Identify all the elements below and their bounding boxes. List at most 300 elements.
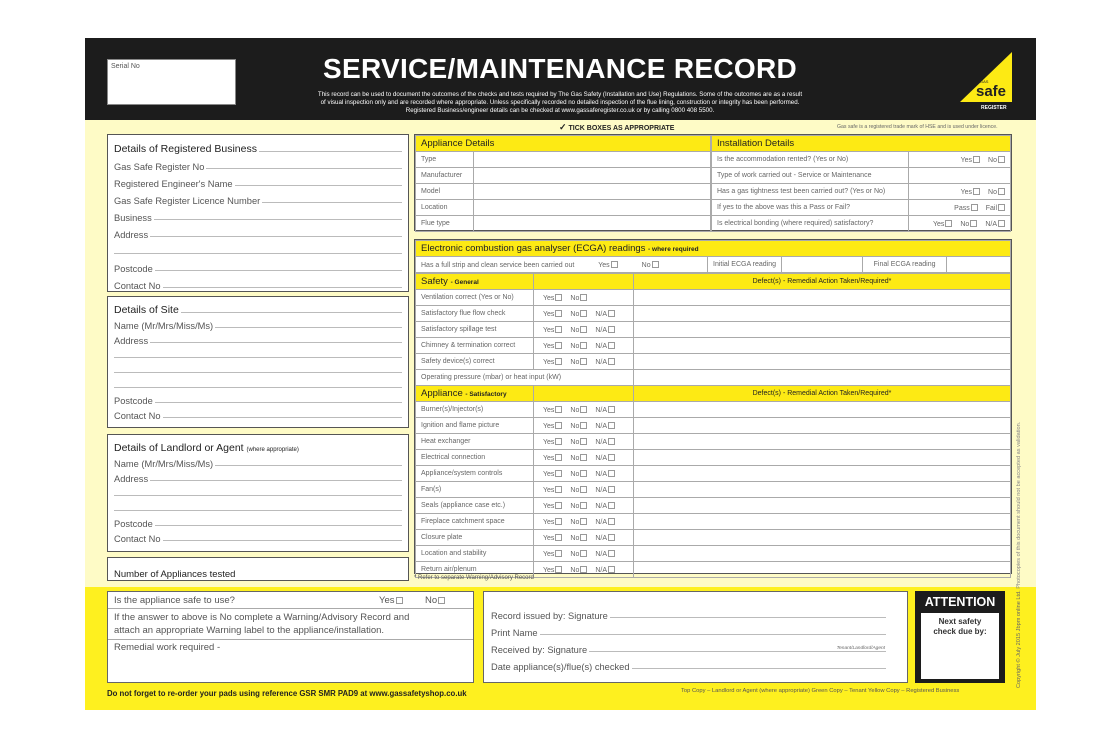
option-label: Yes xyxy=(598,261,610,269)
bonding-no-checkbox[interactable] xyxy=(960,221,977,228)
yes-checkbox[interactable] xyxy=(543,359,562,366)
field-label: Business xyxy=(114,213,152,223)
option-label: No xyxy=(570,470,580,478)
safety-title xyxy=(416,274,534,290)
option-label: No xyxy=(570,342,580,350)
footnote: * Refer to separate Warning/Advisory Record xyxy=(414,575,534,581)
appliance-check-row xyxy=(416,434,1011,450)
option-label: Yes xyxy=(960,156,973,164)
attention-title: ATTENTION xyxy=(924,595,996,609)
option-label: No xyxy=(988,188,997,196)
signature-box xyxy=(483,591,908,683)
yes-checkbox[interactable] xyxy=(543,487,562,494)
copyright-text: Copyright © July 2015 Jbpm online Ltd. xyxy=(1016,590,1022,688)
option-label: No xyxy=(570,534,580,542)
defect-input[interactable] xyxy=(634,354,1011,370)
appliance-check-row xyxy=(416,402,1011,418)
field-label: Gas Safe Register No xyxy=(114,162,205,172)
na-checkbox[interactable] xyxy=(595,455,615,462)
check-label: Safety device(s) correct xyxy=(416,354,534,370)
no-checkbox[interactable] xyxy=(570,343,587,350)
field-label: Gas Safe Register Licence Number xyxy=(114,196,261,206)
question-label: Is the accommodation rented? (Yes or No) xyxy=(712,152,909,168)
appliance-check-row xyxy=(416,418,1011,434)
option-label: N/A xyxy=(595,326,608,334)
rented-row xyxy=(712,152,1011,168)
spillage-row xyxy=(416,322,1011,338)
strip-clean-row xyxy=(416,257,1011,273)
option-label: No xyxy=(988,156,997,164)
chimney-row xyxy=(416,338,1011,354)
tightness-test-row xyxy=(712,184,1011,200)
appliance-check-row xyxy=(416,498,1011,514)
appliances-tested-field[interactable] xyxy=(107,557,409,581)
question-label: Has a gas tightness test been carried out? (Yes or No) xyxy=(712,184,909,200)
attention-line-2: check due by: xyxy=(933,627,987,636)
yes-checkbox[interactable] xyxy=(543,327,562,334)
registered-business-title-row xyxy=(108,138,408,155)
field-label: Postcode xyxy=(114,264,153,274)
defect-input[interactable] xyxy=(634,322,1011,338)
page-title: SERVICE/MAINTENANCE RECORD xyxy=(323,53,797,84)
option-label: N/A xyxy=(985,220,997,228)
option-label: No xyxy=(570,550,580,558)
pass-fail-row xyxy=(712,200,1011,216)
row-label: Model xyxy=(416,184,474,200)
option-label: N/A xyxy=(595,406,608,414)
question-label: Is electrical bonding (where required) satisfactory? xyxy=(712,216,909,232)
option-label: No xyxy=(570,406,580,414)
next-check-due-field[interactable] xyxy=(921,613,999,679)
appliance-details-box xyxy=(414,134,711,231)
safety-table xyxy=(415,273,1011,578)
yes-checkbox[interactable] xyxy=(543,535,562,542)
site-postcode-field[interactable] xyxy=(108,391,408,406)
appliance-sub: - Satisfactory xyxy=(465,391,507,398)
field-label: Received by: Signature xyxy=(491,645,588,655)
option-label: Yes xyxy=(543,486,555,494)
site-address-line-2[interactable] xyxy=(108,346,408,361)
safety-title-text: Safety xyxy=(421,276,448,287)
ecga-title xyxy=(416,241,1011,257)
na-checkbox[interactable] xyxy=(595,535,615,542)
option-label: Yes xyxy=(543,406,555,414)
field-label: Print Name xyxy=(491,628,538,638)
no-checkbox[interactable] xyxy=(570,327,587,334)
business-address-field[interactable] xyxy=(108,223,408,240)
installation-details-box xyxy=(711,134,1012,231)
final-ecga-label: Final ECGA reading xyxy=(863,257,947,273)
site-address-line-4[interactable] xyxy=(108,376,408,391)
appliance-check-row xyxy=(416,482,1011,498)
landlord-title-note: (where appropriate) xyxy=(246,447,299,453)
rented-no-checkbox[interactable] xyxy=(988,157,1005,164)
option-label: N/A xyxy=(595,518,608,526)
defect-input[interactable] xyxy=(634,546,1011,562)
received-note: Tenant/Landlord/Agent xyxy=(836,646,885,651)
na-checkbox[interactable] xyxy=(595,471,615,478)
na-checkbox[interactable] xyxy=(595,567,615,574)
strip-clean-yes-checkbox[interactable] xyxy=(598,262,617,269)
no-checkbox[interactable] xyxy=(570,535,587,542)
site-name-field[interactable] xyxy=(108,316,408,331)
engineer-name-field[interactable] xyxy=(108,172,408,189)
appliance-type-row[interactable] xyxy=(416,152,711,168)
option-label: No xyxy=(570,518,580,526)
initial-ecga-label: Initial ECGA reading xyxy=(708,257,782,273)
copyright-note xyxy=(1016,422,1022,688)
option-label: Yes xyxy=(932,220,945,228)
defect-input[interactable] xyxy=(634,530,1011,546)
tick-note-text: TICK BOXES AS APPROPRIATE xyxy=(568,125,675,132)
no-checkbox[interactable] xyxy=(570,487,587,494)
site-title-row xyxy=(108,299,408,316)
option-label: N/A xyxy=(595,358,608,366)
ecga-title-note: - where required xyxy=(648,246,699,253)
check-label: Return air/plenum xyxy=(416,562,534,578)
appliance-details-title: Appliance Details xyxy=(416,136,711,152)
header-bar xyxy=(85,38,1036,120)
na-checkbox[interactable] xyxy=(595,423,615,430)
warning-line-2: attach an appropriate Warning label to the appliance/installation. xyxy=(114,625,385,636)
safety-defect-header: Defect(s) - Remedial Action Taken/Required* xyxy=(634,274,1011,290)
check-label: Location and stability xyxy=(416,546,534,562)
reorder-note: Do not forget to re-order your pads using reference GSR SMR PAD9 at www.gassafetyshop.co.uk xyxy=(107,689,467,698)
option-label: Yes xyxy=(543,438,555,446)
no-checkbox[interactable] xyxy=(570,423,587,430)
option-label: No xyxy=(570,422,580,430)
service-record-sheet xyxy=(85,38,1036,710)
check-label: Chimney & termination correct xyxy=(416,338,534,354)
bonding-row xyxy=(712,216,1011,232)
site-contact-field[interactable] xyxy=(108,406,408,421)
safety-sub: - General xyxy=(450,279,479,286)
landlord-title-text: Details of Landlord or Agent xyxy=(114,442,244,454)
defect-input[interactable] xyxy=(634,338,1011,354)
appliance-location-row[interactable] xyxy=(416,200,711,216)
field-label: Date appliance(s)/flue(s) checked xyxy=(491,662,630,672)
option-label: Yes xyxy=(543,534,555,542)
option-label: Yes xyxy=(543,422,555,430)
option-label: N/A xyxy=(595,438,608,446)
installation-details-table xyxy=(711,135,1011,232)
strip-clean-no-checkbox[interactable] xyxy=(642,262,659,269)
option-label: No xyxy=(570,454,580,462)
site-address-field[interactable] xyxy=(108,331,408,346)
defect-input[interactable] xyxy=(634,466,1011,482)
yes-checkbox[interactable] xyxy=(543,471,562,478)
site-title: Details of Site xyxy=(114,304,179,316)
question-label: Type of work carried out - Service or Maintenance xyxy=(712,168,909,184)
appliance-title xyxy=(416,386,534,402)
option-label: No xyxy=(570,326,580,334)
registered-business-title: Details of Registered Business xyxy=(114,143,257,155)
tick-boxes-note xyxy=(559,122,674,133)
option-label: No xyxy=(570,566,580,574)
intro-line-2: of visual inspection only and are recorded where appropriate. Unless specifically recorded no detailed inspection of the flue lining, construction or integrity has been performed. xyxy=(320,99,800,106)
ecga-table xyxy=(415,240,1011,273)
intro-line-3: Registered Business/engineer details can be checked at www.gassaferegister.co.uk or by calling 0800 408 5500. xyxy=(405,107,715,114)
landlord-address-field[interactable] xyxy=(108,469,408,484)
business-contact-field[interactable] xyxy=(108,274,408,291)
yes-checkbox[interactable] xyxy=(543,503,562,510)
na-checkbox[interactable] xyxy=(595,343,615,350)
option-label: No xyxy=(960,220,970,228)
serial-no-label: Serial No xyxy=(111,63,140,70)
option-label: N/A xyxy=(595,550,608,558)
strip-clean-label: Has a full strip and clean service been carried out xyxy=(421,261,575,269)
landlord-title xyxy=(114,442,301,454)
row-label: Location xyxy=(416,200,474,216)
no-checkbox[interactable] xyxy=(570,471,587,478)
landlord-title-row xyxy=(108,437,408,454)
yes-checkbox[interactable] xyxy=(543,311,562,318)
licence-number-field[interactable] xyxy=(108,189,408,206)
business-postcode-field[interactable] xyxy=(108,257,408,274)
gas-safe-register-no-field[interactable] xyxy=(108,155,408,172)
gas-safe-logo-icon xyxy=(958,50,1014,112)
option-label: N/A xyxy=(595,502,608,510)
option-label: Yes xyxy=(960,188,973,196)
check-label: Seals (appliance case etc.) xyxy=(416,498,534,514)
option-label: N/A xyxy=(595,422,608,430)
check-label: Appliance/system controls xyxy=(416,466,534,482)
option-label: N/A xyxy=(595,470,608,478)
warning-line-1: If the answer to above is No complete a Warning/Advisory Record and xyxy=(114,612,410,623)
no-checkbox[interactable] xyxy=(570,519,587,526)
bonding-yes-checkbox[interactable] xyxy=(933,221,952,228)
option-label: No xyxy=(570,358,580,366)
site-details-box xyxy=(107,296,409,428)
option-label: No xyxy=(570,310,580,318)
no-checkbox[interactable] xyxy=(570,551,587,558)
yes-checkbox[interactable] xyxy=(543,295,562,302)
fail-checkbox[interactable] xyxy=(986,205,1005,212)
option-label: N/A xyxy=(595,342,608,350)
business-field[interactable] xyxy=(108,206,408,223)
field-label: Address xyxy=(114,230,149,240)
svg-text:REGISTER: REGISTER xyxy=(981,105,1007,111)
yes-checkbox[interactable] xyxy=(543,551,562,558)
field-label: Contact No xyxy=(114,534,161,544)
row-label: Manufacturer xyxy=(416,168,474,184)
check-label: Electrical connection xyxy=(416,450,534,466)
row-label: Type xyxy=(416,152,474,168)
appliance-check-row xyxy=(416,450,1011,466)
defect-input[interactable] xyxy=(634,434,1011,450)
defect-input[interactable] xyxy=(634,450,1011,466)
option-label: No xyxy=(425,595,438,606)
option-label: N/A xyxy=(595,454,608,462)
question-label: If yes to the above was this a Pass or Fail? xyxy=(712,200,909,216)
option-label: No xyxy=(570,294,580,302)
remedial-label: Remedial work required - xyxy=(114,642,221,653)
na-checkbox[interactable] xyxy=(595,311,615,318)
copies-note: Top Copy – Landlord or Agent (where appropriate) Green Copy – Tenant Yellow Copy – Registered Business xyxy=(681,688,960,694)
yes-checkbox[interactable] xyxy=(543,455,562,462)
na-checkbox[interactable] xyxy=(595,439,615,446)
landlord-details-box xyxy=(107,434,409,552)
option-label: No xyxy=(570,438,580,446)
option-label: Yes xyxy=(543,502,555,510)
yes-checkbox[interactable] xyxy=(543,343,562,350)
yes-checkbox[interactable] xyxy=(543,407,562,414)
option-label: N/A xyxy=(595,486,608,494)
no-checkbox[interactable] xyxy=(570,407,587,414)
intro-text xyxy=(260,91,860,115)
defect-input[interactable] xyxy=(634,514,1011,530)
appliance-title-text: Appliance xyxy=(421,388,463,399)
warning-instructions xyxy=(108,609,473,640)
trademark-note: Gas safe is a registered trade mark of HSE and is used under licence. xyxy=(837,124,998,130)
received-signature-field[interactable] xyxy=(484,638,907,655)
option-label: Yes xyxy=(543,566,555,574)
no-checkbox[interactable] xyxy=(570,295,587,302)
field-label: Postcode xyxy=(114,396,153,406)
operating-pressure-row[interactable] xyxy=(416,370,1011,386)
yes-checkbox[interactable] xyxy=(543,439,562,446)
operating-pressure-label: Operating pressure (mbar) or heat input (kW) xyxy=(416,370,634,386)
ecga-title-text: Electronic combustion gas analyser (ECGA) readings xyxy=(421,243,646,254)
rented-yes-checkbox[interactable] xyxy=(961,157,980,164)
initial-ecga-input[interactable] xyxy=(782,257,863,273)
landlord-contact-field[interactable] xyxy=(108,529,408,544)
field-label: Registered Engineer's Name xyxy=(114,179,233,189)
option-label: No xyxy=(570,486,580,494)
landlord-address-line-3[interactable] xyxy=(108,499,408,514)
pass-checkbox[interactable] xyxy=(954,205,978,212)
yes-checkbox[interactable] xyxy=(543,567,562,574)
option-label: Yes xyxy=(543,310,555,318)
no-checkbox[interactable] xyxy=(570,439,587,446)
field-label: Record issued by: Signature xyxy=(491,611,608,621)
serial-no-field[interactable] xyxy=(107,59,236,105)
appliance-details-table xyxy=(415,135,711,232)
na-checkbox[interactable] xyxy=(595,519,615,526)
ventilation-row xyxy=(416,290,1011,306)
work-type-row[interactable] xyxy=(712,168,1011,184)
option-label: Yes xyxy=(543,454,555,462)
option-label: Yes xyxy=(543,342,555,350)
option-label: Yes xyxy=(543,518,555,526)
landlord-address-line-2[interactable] xyxy=(108,484,408,499)
date-checked-field[interactable] xyxy=(484,655,907,672)
defect-input[interactable] xyxy=(634,290,1011,306)
defect-input[interactable] xyxy=(634,498,1011,514)
option-label: N/A xyxy=(595,566,608,574)
remedial-work-field[interactable] xyxy=(108,640,473,655)
checkmark-icon: ✓ xyxy=(559,122,567,132)
bonding-na-checkbox[interactable] xyxy=(985,221,1005,228)
no-checkbox[interactable] xyxy=(570,455,587,462)
option-label: Yes xyxy=(379,595,395,606)
na-checkbox[interactable] xyxy=(595,407,615,414)
svg-text:safe: safe xyxy=(976,83,1007,100)
appliance-check-row xyxy=(416,546,1011,562)
flue-flow-row xyxy=(416,306,1011,322)
check-label: Ventilation correct (Yes or No) xyxy=(416,290,534,306)
safety-device-row xyxy=(416,354,1011,370)
check-label: Fan(s) xyxy=(416,482,534,498)
appliance-check-row xyxy=(416,466,1011,482)
safe-question: Is the appliance safe to use? xyxy=(114,595,235,606)
safe-question-row xyxy=(108,592,473,609)
appliance-manufacturer-row[interactable] xyxy=(416,168,711,184)
safe-to-use-box xyxy=(107,591,474,683)
field-label: Address xyxy=(114,474,149,484)
yes-checkbox[interactable] xyxy=(543,423,562,430)
field-label: Address xyxy=(114,336,149,346)
defect-input[interactable] xyxy=(634,562,1011,578)
no-checkbox[interactable] xyxy=(570,311,587,318)
check-label: Burner(s)/Injector(s) xyxy=(416,402,534,418)
na-checkbox[interactable] xyxy=(595,551,615,558)
defect-input[interactable] xyxy=(634,482,1011,498)
option-label: Yes xyxy=(543,294,555,302)
appliances-tested-label: Number of Appliances tested xyxy=(114,569,236,580)
attention-line-1: Next safety xyxy=(938,617,982,626)
appliance-flue-type-row[interactable] xyxy=(416,216,711,232)
defect-input[interactable] xyxy=(634,306,1011,322)
no-checkbox[interactable] xyxy=(570,567,587,574)
issued-signature-field[interactable] xyxy=(484,604,907,621)
option-label: Yes xyxy=(543,470,555,478)
check-label: Satisfactory flue flow check xyxy=(416,306,534,322)
option-label: Yes xyxy=(543,550,555,558)
installation-details-title: Installation Details xyxy=(712,136,1011,152)
na-checkbox[interactable] xyxy=(595,327,615,334)
na-checkbox[interactable] xyxy=(595,503,615,510)
landlord-name-field[interactable] xyxy=(108,454,408,469)
yes-checkbox[interactable] xyxy=(543,519,562,526)
field-label: Name (Mr/Mrs/Miss/Ms) xyxy=(114,459,214,469)
appliance-model-row[interactable] xyxy=(416,184,711,200)
option-label: N/A xyxy=(595,310,608,318)
defect-input[interactable] xyxy=(634,418,1011,434)
option-label: No xyxy=(641,261,651,269)
appliance-defect-header: Defect(s) - Remedial Action Taken/Required* xyxy=(634,386,1011,402)
appliance-check-row xyxy=(416,514,1011,530)
check-label: Satisfactory spillage test xyxy=(416,322,534,338)
option-label: No xyxy=(570,502,580,510)
print-name-field[interactable] xyxy=(484,621,907,638)
checks-box xyxy=(414,239,1012,574)
option-label: Pass xyxy=(954,204,970,212)
no-checkbox[interactable] xyxy=(570,503,587,510)
na-checkbox[interactable] xyxy=(595,487,615,494)
option-label: Yes xyxy=(543,358,555,366)
check-label: Fireplace catchment space xyxy=(416,514,534,530)
tightness-yes-checkbox[interactable] xyxy=(961,189,980,196)
defect-input[interactable] xyxy=(634,402,1011,418)
appliance-check-row xyxy=(416,530,1011,546)
business-address-line-2[interactable] xyxy=(108,240,408,257)
safe-yes-checkbox[interactable] xyxy=(379,595,403,606)
tightness-no-checkbox[interactable] xyxy=(988,189,1005,196)
final-ecga-input[interactable] xyxy=(947,257,1011,273)
safe-no-checkbox[interactable] xyxy=(425,595,445,606)
field-label: Contact No xyxy=(114,281,161,291)
landlord-postcode-field[interactable] xyxy=(108,514,408,529)
attention-box xyxy=(915,591,1005,683)
defect-input[interactable] xyxy=(634,370,1011,386)
option-label: Fail xyxy=(985,204,997,212)
na-checkbox[interactable] xyxy=(595,359,615,366)
field-label: Name (Mr/Mrs/Miss/Ms) xyxy=(114,321,214,331)
registered-business-box xyxy=(107,134,409,292)
site-address-line-3[interactable] xyxy=(108,361,408,376)
no-checkbox[interactable] xyxy=(570,359,587,366)
